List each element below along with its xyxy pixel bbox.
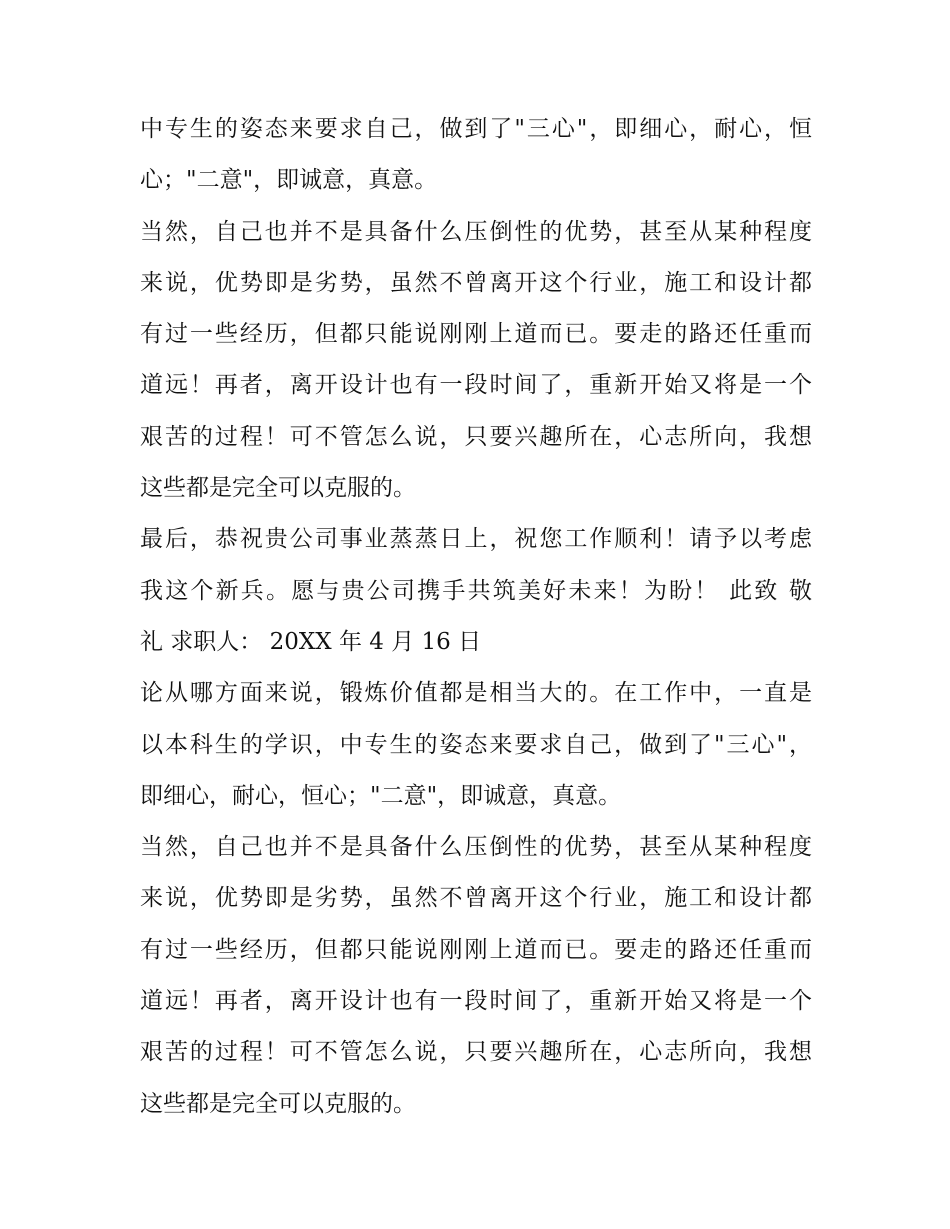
text-line: 有过一些经历，但都只能说刚刚上道而已。要走的路还任重而 xyxy=(140,936,812,963)
text-line: 心；"二意"，即诚意，真意。 xyxy=(140,167,438,194)
text-line: 道远！再者，离开设计也有一段时间了，重新开始又将是一个 xyxy=(140,988,812,1015)
text-line: 我这个新兵。愿与贵公司携手共筑美好未来！为盼！ 此致 敬 xyxy=(140,577,812,604)
text-line: 最后，恭祝贵公司事业蒸蒸日上，祝您工作顺利！请予以考虑 xyxy=(140,526,812,553)
text-line: 这些都是完全可以克服的。 xyxy=(140,1090,416,1117)
text-line: 艰苦的过程！可不管怎么说，只要兴趣所在，心志所向，我想 xyxy=(140,423,812,450)
text-line: 有过一些经历，但都只能说刚刚上道而已。要走的路还任重而 xyxy=(140,321,812,348)
text-line: 这些都是完全可以克服的。 xyxy=(140,475,416,502)
text-line: 以本科生的学识，中专生的姿态来要求自己，做到了"三心"， xyxy=(140,731,812,758)
document-body xyxy=(140,104,812,1130)
text-line: 道远！再者，离开设计也有一段时间了，重新开始又将是一个 xyxy=(140,372,812,399)
text-line: 礼 求职人： 20XX 年 4 月 16 日 xyxy=(140,628,482,655)
text-line: 艰苦的过程！可不管怎么说，只要兴趣所在，心志所向，我想 xyxy=(140,1039,812,1066)
text-line: 当然，自己也并不是具备什么压倒性的优势，甚至从某种程度 xyxy=(140,218,812,245)
text-line: 当然，自己也并不是具备什么压倒性的优势，甚至从某种程度 xyxy=(140,834,812,861)
text-line: 即细心，耐心，恒心；"二意"，即诚意，真意。 xyxy=(140,782,622,809)
text-line: 论从哪方面来说，锻炼价值都是相当大的。在工作中，一直是 xyxy=(140,680,812,707)
text-line: 中专生的姿态来要求自己，做到了"三心"，即细心，耐心，恒 xyxy=(140,116,812,142)
text-line: 来说，优势即是劣势，虽然不曾离开这个行业，施工和设计都 xyxy=(140,269,812,296)
text-line: 来说，优势即是劣势，虽然不曾离开这个行业，施工和设计都 xyxy=(140,885,812,912)
